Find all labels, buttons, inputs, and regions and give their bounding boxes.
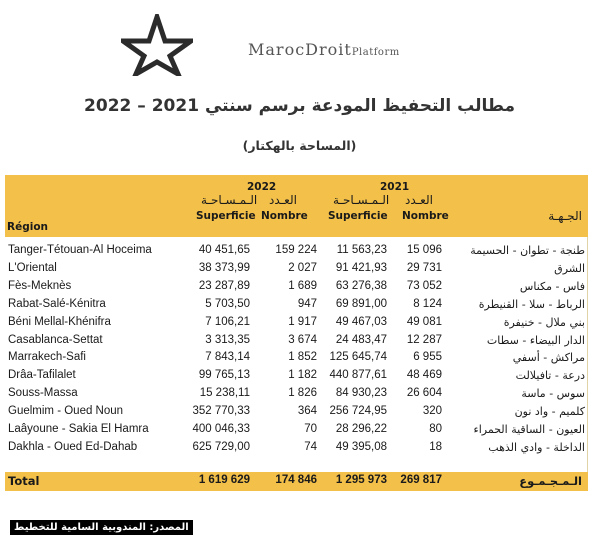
source-note: المصدر: المندوبية السامية للتخطيط <box>10 520 193 535</box>
cell-nombre-2022: 74 <box>304 440 317 453</box>
cell-region: Tanger-Tétouan-Al Hoceima <box>8 244 152 256</box>
table-header <box>5 175 588 237</box>
cell-region-ar: بني ملال - خنيفرة <box>503 315 585 329</box>
table-row <box>5 350 588 367</box>
table-row <box>5 279 588 296</box>
header-superficie-2021: Superficie <box>328 210 388 222</box>
cell-superficie-2022: 23 287,89 <box>198 279 250 292</box>
cell-nombre-2022: 364 <box>297 405 317 418</box>
table-row <box>5 386 588 403</box>
cell-region-ar: طنجة - تطوان - الحسيمة <box>470 244 585 257</box>
table-row <box>5 368 588 385</box>
cell-region-ar: فاس - مكناس <box>519 279 585 293</box>
cell-region: Souss-Massa <box>8 387 78 400</box>
cell-superficie-2022: 99 765,13 <box>198 369 250 382</box>
cell-nombre-2022: 3 674 <box>288 333 317 346</box>
page-title: مطالب التحفيظ المودعة برسم سنتي 2021 – 2022 <box>84 96 515 116</box>
cell-superficie-2021: 91 421,93 <box>335 261 387 274</box>
total-sup-2021: 1 295 973 <box>335 474 387 486</box>
star-logo-icon <box>121 14 193 76</box>
cell-nombre-2021: 80 <box>429 423 442 435</box>
total-sup-2022: 1 619 629 <box>198 474 250 486</box>
total-label: Total <box>8 474 40 488</box>
cell-region: L'Oriental <box>8 261 57 274</box>
brand-name: MarocDroit <box>248 40 352 59</box>
cell-region-ar: كلميم - واد نون <box>514 405 585 419</box>
cell-superficie-2021: 69 891,00 <box>335 297 387 310</box>
table-row <box>5 315 588 332</box>
cell-nombre-2022: 1 917 <box>288 315 317 328</box>
cell-superficie-2022: 38 373,99 <box>198 261 250 274</box>
cell-region: Béni Mellal-Khénifra <box>8 315 111 328</box>
cell-nombre-2021: 26 604 <box>406 387 442 400</box>
brand-suffix: Platform <box>351 47 400 58</box>
cell-region-ar: العيون - الساقية الحمراء <box>473 423 585 436</box>
header-nombre-ar-2021: العـدد <box>405 193 433 207</box>
cell-superficie-2021: 256 724,95 <box>329 405 387 418</box>
cell-superficie-2021: 440 877,61 <box>329 369 387 382</box>
cell-region: Fès-Meknès <box>8 279 72 292</box>
cell-superficie-2021: 125 645,74 <box>329 351 387 364</box>
table-row <box>5 422 588 439</box>
cell-superficie-2021: 84 930,23 <box>335 387 387 400</box>
cell-nombre-2021: 6 955 <box>413 351 442 364</box>
header-region-ar: الجـهـة <box>548 209 582 223</box>
cell-region: Laâyoune - Sakia El Hamra <box>8 423 149 435</box>
cell-region-ar: درعة - تافيلالت <box>515 369 585 383</box>
cell-superficie-2022: 40 451,65 <box>198 244 250 256</box>
cell-region-ar: الشرق <box>554 261 585 275</box>
cell-superficie-2021: 49 395,08 <box>335 440 387 453</box>
cell-superficie-2021: 49 467,03 <box>335 315 387 328</box>
header-nombre-2021: Nombre <box>402 210 449 222</box>
table-total-row <box>5 472 588 491</box>
cell-nombre-2022: 1 182 <box>288 369 317 382</box>
header-year-2021: 2021 <box>380 181 410 193</box>
cell-nombre-2021: 12 287 <box>406 333 442 346</box>
cell-superficie-2021: 63 276,38 <box>335 279 387 292</box>
cell-region-ar: مراكش - أسفي <box>512 351 585 365</box>
cell-superficie-2022: 625 729,00 <box>192 440 250 453</box>
cell-nombre-2021: 49 081 <box>406 315 442 328</box>
cell-region: Guelmim - Oued Noun <box>8 405 124 418</box>
header-nombre-2022: Nombre <box>261 210 308 222</box>
cell-nombre-2022: 1 852 <box>288 351 317 364</box>
table-row <box>5 261 588 278</box>
cell-region-ar: الدار البيضاء - سطات <box>486 333 585 347</box>
cell-nombre-2021: 73 052 <box>406 279 442 292</box>
cell-region-ar: الرباط - سلا - القنيطرة <box>478 297 585 311</box>
total-nb-2021: 269 817 <box>400 474 442 486</box>
cell-superficie-2021: 11 563,23 <box>336 244 387 256</box>
cell-superficie-2022: 352 770,33 <box>192 405 250 418</box>
table-row <box>5 243 588 260</box>
header-nombre-ar-2022: العـدد <box>269 193 297 207</box>
cell-nombre-2022: 1 826 <box>288 387 317 400</box>
cell-region: Dakhla - Oued Ed-Dahab <box>8 440 138 453</box>
cell-nombre-2022: 70 <box>304 423 317 435</box>
table-row <box>5 440 588 457</box>
total-nb-2022: 174 846 <box>275 474 317 486</box>
total-label-ar: الـمـجـمـوع <box>519 474 582 488</box>
header-year-2022: 2022 <box>247 181 277 193</box>
data-table <box>5 175 588 491</box>
header-superficie-2022: Superficie <box>196 210 256 222</box>
cell-superficie-2022: 15 238,11 <box>199 387 250 400</box>
cell-region: Rabat-Salé-Kénitra <box>8 297 106 310</box>
cell-region: Drâa-Tafilalet <box>8 369 76 382</box>
cell-nombre-2022: 947 <box>297 297 317 310</box>
cell-region-ar: سوس - ماسة <box>521 387 585 401</box>
brand-wordmark <box>248 40 400 59</box>
cell-nombre-2021: 29 731 <box>406 261 442 274</box>
cell-superficie-2021: 24 483,47 <box>335 333 387 346</box>
table-row <box>5 297 588 314</box>
cell-region: Marrakech-Safi <box>8 351 86 364</box>
cell-nombre-2022: 159 224 <box>275 244 317 256</box>
cell-nombre-2021: 48 469 <box>406 369 442 382</box>
table-row <box>5 333 588 350</box>
cell-nombre-2021: 320 <box>422 405 442 418</box>
cell-superficie-2022: 7 106,21 <box>205 315 250 328</box>
cell-nombre-2022: 1 689 <box>288 279 317 292</box>
cell-superficie-2022: 400 046,33 <box>192 423 250 435</box>
header-superficie-ar-2021: الـمـسـاحـة <box>333 193 390 207</box>
cell-nombre-2021: 18 <box>429 440 442 453</box>
table-row <box>5 404 588 421</box>
cell-region: Casablanca-Settat <box>8 333 103 346</box>
header-region: Région <box>7 221 49 233</box>
cell-superficie-2021: 28 296,22 <box>335 423 387 435</box>
cell-superficie-2022: 7 843,14 <box>205 351 250 364</box>
cell-nombre-2021: 8 124 <box>413 297 442 310</box>
cell-superficie-2022: 3 313,35 <box>205 333 250 346</box>
cell-region-ar: الداخلة - وادي الذهب <box>488 440 585 454</box>
cell-nombre-2022: 2 027 <box>288 261 317 274</box>
cell-superficie-2022: 5 703,50 <box>205 297 250 310</box>
page-subtitle: (المساحة بالهكتار) <box>242 138 357 153</box>
cell-nombre-2021: 15 096 <box>406 244 442 256</box>
header-superficie-ar-2022: الـمـسـاحـة <box>201 193 258 207</box>
